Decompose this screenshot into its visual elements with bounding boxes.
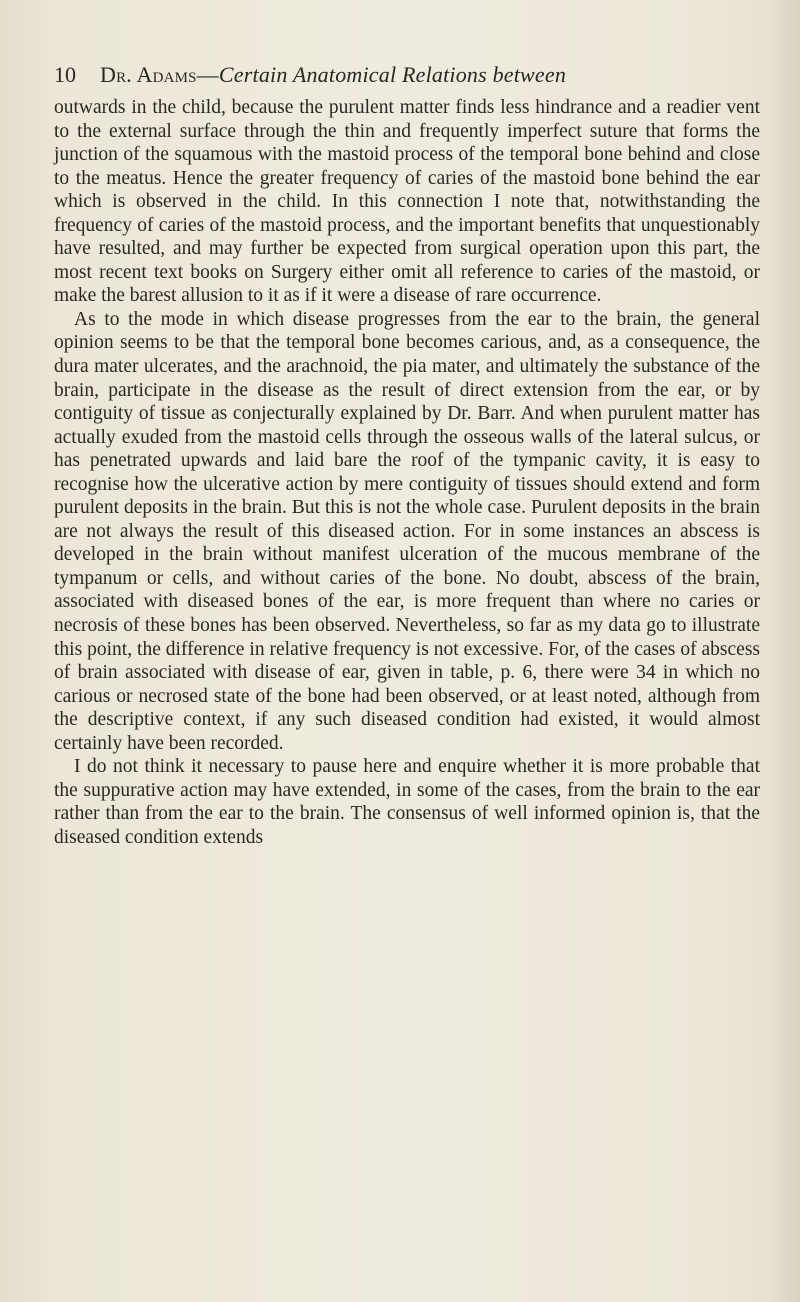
paragraph-2: As to the mode in which disease progresses from the ear to the brain, the general opinion seems to be that the temporal bone becomes carious, and, as a consequence, the dura mater ulcerates, and the arachnoid, the pia mater, and ultimately the substance of the brain, participate in the disease as the result of direct extension from the ear, or by contiguity of tissue as conjecturally explained by Dr. Barr. And when purulent matter has actually exuded from the mastoid cells through the osseous walls of the lateral sulcus, or has penetrated upwards and laid bare the roof of the tympanic cavity, it is easy to recognise how the ulcerative action by mere contiguity of tissues should extend and form purulent deposits in the brain. But this is not the whole case. Purulent deposits in the brain are not always the result of this diseased action. For in some instances an abscess is developed in the brain without manifest ulceration of the mucous membrane of the tympanum or cells, and without caries of the bone. No doubt, abscess of the brain, associated with diseased bones of the ear, is more frequent than where no caries or necrosis of these bones has been observed. Nevertheless, so far as my data go to illustrate this point, the difference in relative frequency is not excessive. For, of the cases of abscess of brain associated with disease of ear, given in table, p. 6, there were 34 in which no carious or necrosed state of the bone had been observed, or at least noted, although from the descriptive context, if any such diseased condition had existed, it would almost certainly have been recorded. (54, 308, 760, 754)
page-header (54, 58, 754, 92)
page-edge-shading (766, 0, 800, 1302)
running-head-dash: — (196, 62, 219, 87)
page-number: 10 (54, 62, 76, 87)
body-text (54, 96, 760, 850)
paragraph-3: I do not think it necessary to pause here and enquire whether it is more probable that the suppurative action may have extended, in some of the cases, from the brain to the ear rather than from the ear to the brain. The consensus of well informed opinion is, that the diseased condition extends (54, 756, 760, 848)
running-head-title: Certain Anatomical Relations between (218, 62, 567, 87)
running-head (100, 62, 566, 88)
running-head-author: Dr. Adams (100, 62, 197, 87)
paragraph-1: outwards in the child, because the purulent matter finds less hindrance and a readier vent to the external surface through the thin and frequently imperfect suture that forms the junction of the squamous with the mastoid process of the temporal bone behind and close to the meatus. Hence the greater frequency of caries of the mastoid bone behind the ear which is observed in the child. In this connection I note that, notwithstanding the frequency of caries of the mastoid process, and the important benefits that unquestionably have resulted, and may further be expected from surgical operation upon this part, the most recent text books on Surgery either omit all reference to caries of the mastoid, or make the barest allusion to it as if it were a disease of rare occurrence. (54, 97, 760, 307)
